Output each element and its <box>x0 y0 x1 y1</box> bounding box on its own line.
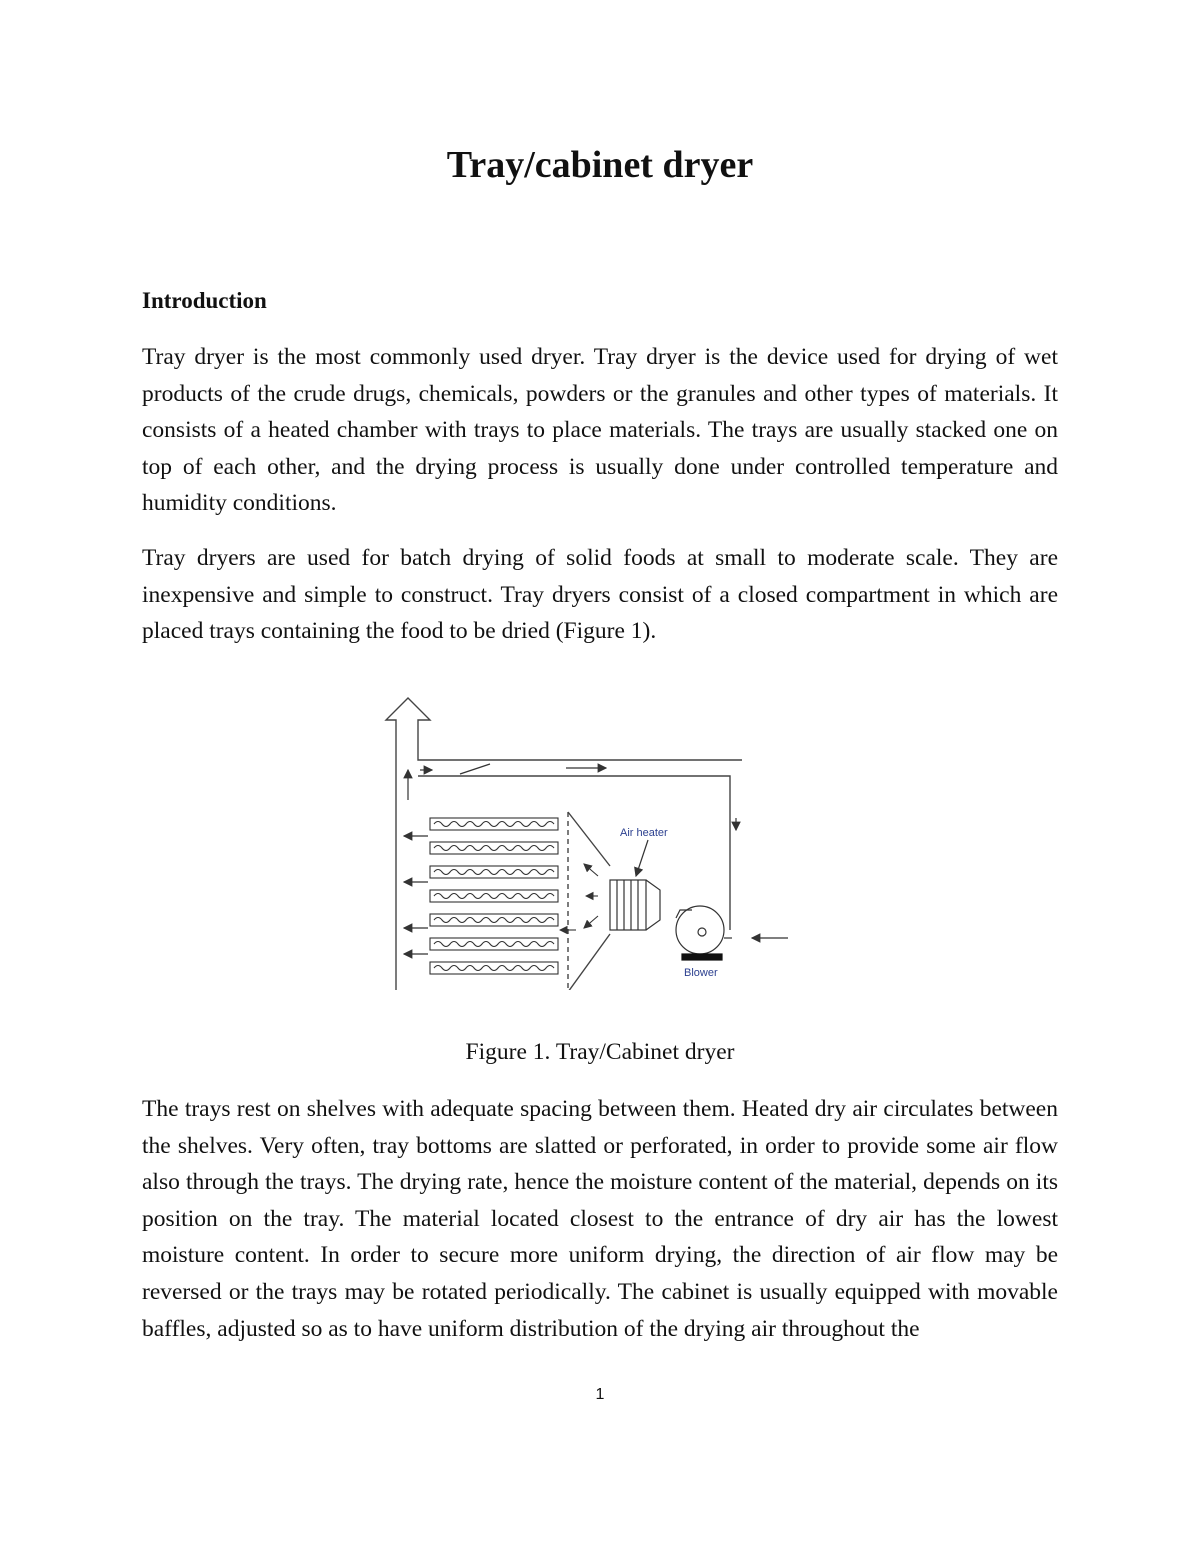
tray-stack <box>430 818 558 974</box>
top-duct-arrows <box>408 764 736 830</box>
tray <box>430 914 558 926</box>
diffuser-arrows <box>560 864 598 930</box>
air-heater-label: Air heater <box>620 827 668 839</box>
tray <box>430 890 558 902</box>
paragraph-intro-1: Tray dryer is the most commonly used dryer. Tray dryer is the device used for drying of wet products of the crude drugs, chemicals, powders or the granules and other types of materials. It consists of a heated chamber with trays to place materials. The trays are usually stacked one on top of each other, and the drying process is usually done under controlled temperature and humidity conditions. <box>142 344 1058 517</box>
blower-label: Blower <box>684 967 718 979</box>
tray <box>430 866 558 878</box>
tray-dryer-diagram <box>380 690 800 990</box>
paragraph-trays: The trays rest on shelves with adequate spacing between them. Heated dry air circulates between the shelves. Very often, tray bottoms are slatted or perforated, in order to provide some air flow also through the trays. The drying rate, hence the moisture content of the material, depends on its position on the tray. The material located closest to the entrance of dry air has the lowest moisture content. In order to secure more uniform drying, the direction of air flow may be reversed or the trays may be rotated periodically. The cabinet is usually equipped with movable baffles, adjusted so as to have uniform distribution of the drying air throughout the <box>142 1096 1058 1342</box>
exhaust-chimney <box>386 698 742 990</box>
figure-tray-dryer <box>380 690 800 990</box>
tray <box>430 962 558 974</box>
page-number: 1 <box>595 1386 605 1403</box>
cabinet-body <box>396 812 610 990</box>
paragraph-intro-2: Tray dryers are used for batch drying of solid foods at small to moderate scale. They are inexpensive and simple to construct. Tray dryers consist of a closed compartment in which are placed trays containing the food to be dried (Figure 1). <box>142 545 1058 645</box>
air-heater <box>610 840 660 930</box>
blower <box>676 906 788 960</box>
section-heading-introduction: Introduction <box>142 288 267 313</box>
tray <box>430 818 558 830</box>
tray <box>430 938 558 950</box>
figure-caption: Figure 1. Tray/Cabinet dryer <box>465 1039 735 1065</box>
document-title: Tray/cabinet dryer <box>446 144 754 186</box>
exit-air-arrows <box>404 836 428 954</box>
tray <box>430 842 558 854</box>
